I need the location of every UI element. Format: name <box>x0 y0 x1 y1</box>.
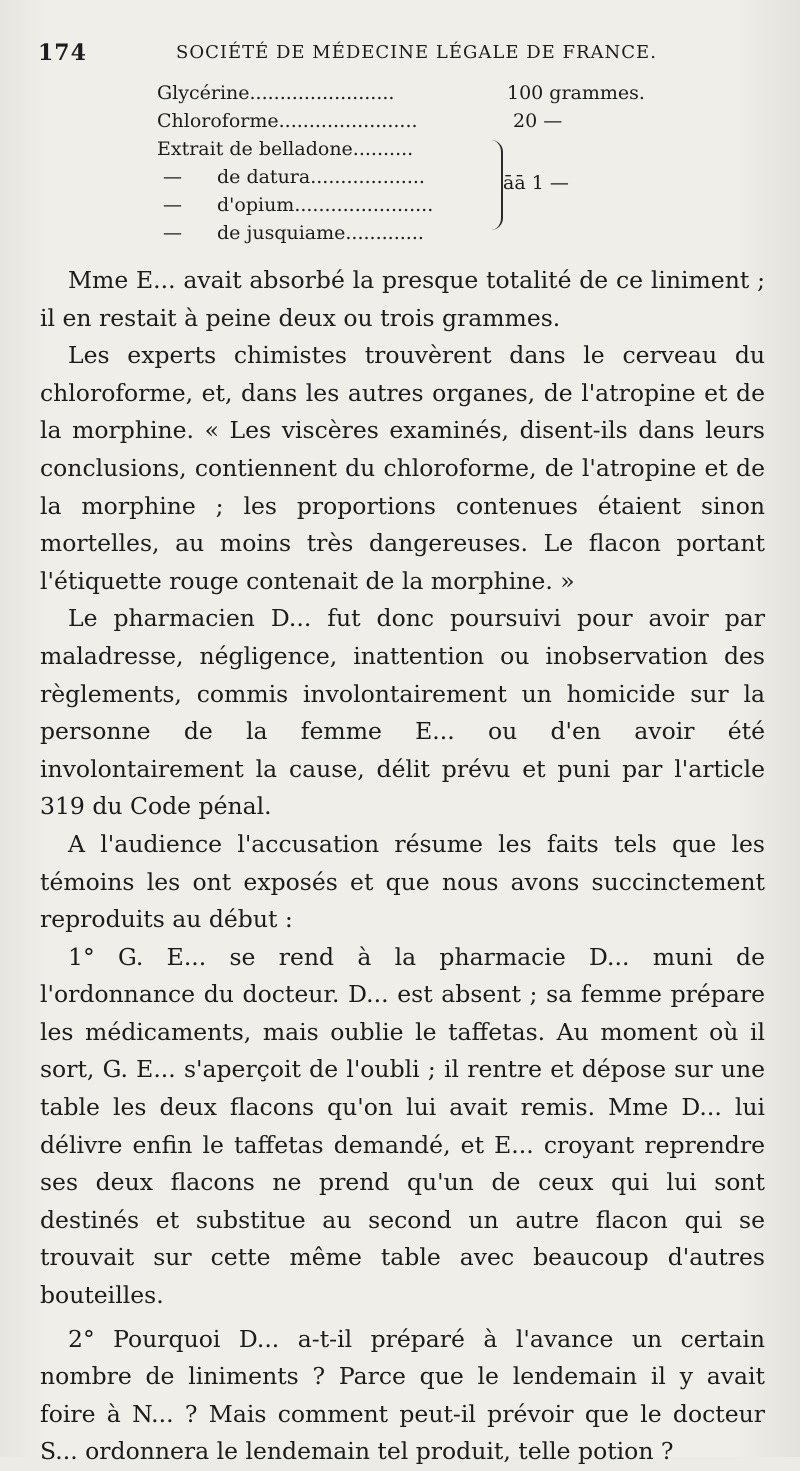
ingredient-quantity: 20 — <box>513 110 563 132</box>
page-number: 174 <box>38 40 87 66</box>
paragraph: 1° G. E... se rend à la pharmacie D... muni de l'ordonnance du docteur. D... est absent ; sa femme prépare les médicaments, mais oublie le taffetas. Au moment où il sort, G. E... s'aperçoit de l'oubli ; il rentre et dépose sur une table les deux flacons qu'on lui avait remis. Mme D... lui délivre enfin le taffetas demandé, et E... croyant reprendre ses deux flacons ne prend qu'un de ceux qui lui sont destinés et substitue au second un autre flacon qui se trouvait sur cette même table avec beaucoup d'autres bouteilles. <box>40 942 765 1310</box>
recipe-line <box>157 82 645 110</box>
recipe-line <box>157 110 563 138</box>
ditto-dash: — <box>163 222 182 244</box>
grouped-quantity: āā 1 — <box>503 172 569 194</box>
ingredient-name: Glycérine........................ <box>157 82 395 104</box>
ditto-dash: — <box>163 194 182 216</box>
paragraph: 2° Pourquoi D... a-t-il préparé à l'avance un certain nombre de liniments ? Parce que le lendemain il y avait foire à N... ? Mais comment peut-il prévoir que le docteur S... ordonnera le lendemain tel produit, telle potion ? <box>40 1324 765 1466</box>
ditto-dash: — <box>163 166 182 188</box>
paragraph: Le pharmacien D... fut donc poursuivi pour avoir par maladresse, négligence, inattention ou inobservation des règlements, commis involontairement un homicide sur la personne de la femme E... ou d'en avoir été involontairement la cause, délit prévu et puni par l'article 319 du Code pénal. <box>40 604 765 821</box>
paragraph: Les experts chimistes trouvèrent dans le cerveau du chloroforme, et, dans les autres organes, de l'atropine et de la morphine. « Les viscères examinés, disent-ils dans leurs conclusions, contiennent du chloroforme, de l'atropine et de la morphine ; les proportions contenues étaient sinon mortelles, au moins très dangereuses. Le flacon portant l'étiquette rouge contenait de la morphine. » <box>40 341 765 595</box>
grouping-brace <box>491 140 503 230</box>
ingredient-name: Extrait de belladone.......... <box>157 138 414 160</box>
ingredient-name: d'opium....................... <box>217 194 434 216</box>
running-title: SOCIÉTÉ DE MÉDECINE LÉGALE DE FRANCE. <box>176 42 657 63</box>
page-header <box>38 40 758 80</box>
recipe-line <box>157 138 413 166</box>
ingredient-quantity: 100 grammes. <box>507 82 645 104</box>
recipe-line <box>157 166 425 194</box>
paragraph: Mme E... avait absorbé la presque totalité de ce liniment ; il en restait à peine deux ou trois grammes. <box>40 266 765 332</box>
body-text <box>40 262 765 1471</box>
paragraph: A l'audience l'accusation résume les faits tels que les témoins les ont exposés et que nous avons succinctement reproduits au début : <box>40 829 765 934</box>
ingredient-name: de datura................... <box>217 166 425 188</box>
ingredient-name: Chloroforme....................... <box>157 110 418 132</box>
recipe-line <box>157 194 433 222</box>
recipe-line <box>157 222 424 250</box>
ingredient-name: de jusquiame............. <box>217 222 424 244</box>
